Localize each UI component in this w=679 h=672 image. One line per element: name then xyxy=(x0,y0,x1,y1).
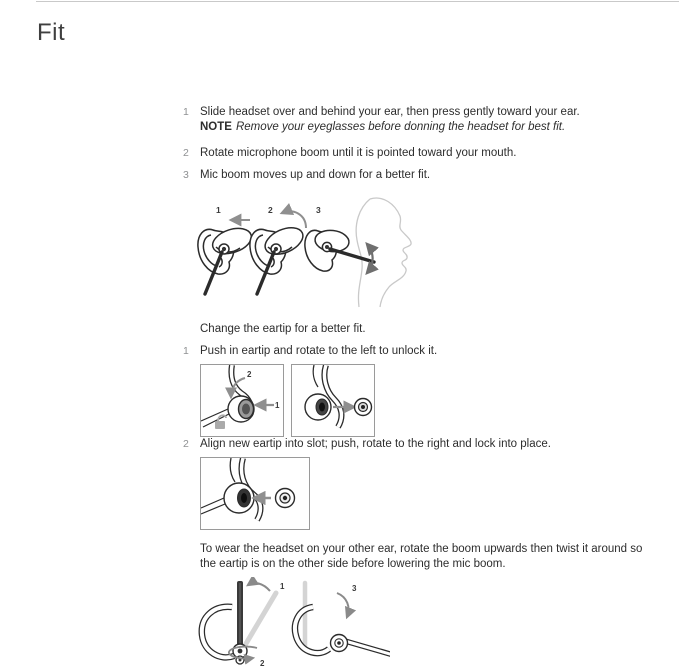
insert-panel xyxy=(200,457,310,530)
figure-step-label: 2 xyxy=(268,205,273,215)
fit-step-2 xyxy=(183,146,652,160)
step-text: Push in eartip and rotate to the left to unlock it. xyxy=(200,345,438,357)
figure-step-label: 1 xyxy=(216,205,221,215)
remove-panel xyxy=(291,364,375,437)
step-text: Slide headset over and behind your ear, then press gently toward your ear. xyxy=(200,106,580,118)
unlocked-padlock-icon xyxy=(215,415,226,429)
ear-3-drawing xyxy=(305,205,374,273)
step-number: 1 xyxy=(183,344,189,357)
fit-illustration xyxy=(190,196,422,313)
step-text: Align new eartip into slot; push, rotate to the right and lock into place. xyxy=(200,438,551,450)
eartip-step-2 xyxy=(183,437,652,451)
page-title: Fit xyxy=(37,19,66,47)
other-ear-paragraph: To wear the headset on your other ear, rotate the boom upwards then twist it around so the eartip is on the other side before lowering the mic boom. xyxy=(200,543,643,570)
step-text: Rotate microphone boom until it is pointed toward your mouth. xyxy=(200,147,517,159)
step-number: 1 xyxy=(183,105,189,118)
eartip-step-1 xyxy=(183,344,652,358)
figure-step-label: 1 xyxy=(275,401,280,410)
step-number: 3 xyxy=(183,168,189,181)
fit-step-1 xyxy=(183,105,652,119)
eartip-insert-illustration xyxy=(200,457,310,530)
note-text: Remove your eyeglasses before donning the headset for best fit. xyxy=(235,121,566,133)
unlock-panel xyxy=(200,364,284,437)
ear-1-drawing xyxy=(198,205,255,294)
face-profile-outline xyxy=(356,198,411,307)
step-text: Mic boom moves up and down for a better fit. xyxy=(200,169,431,181)
step-number: 2 xyxy=(183,437,189,450)
note-line xyxy=(200,120,652,134)
figure-step-label: 2 xyxy=(247,370,252,379)
ear-2-drawing xyxy=(250,205,307,294)
boom-down-headset xyxy=(295,583,390,654)
figure-step-label: 1 xyxy=(280,582,285,591)
figure-step-label: 2 xyxy=(260,659,265,667)
note-label: NOTE xyxy=(200,121,232,133)
swap-ear-drawing xyxy=(190,577,390,667)
eartip-intro: Change the eartip for a better fit. xyxy=(200,323,366,335)
headset-fit-drawing xyxy=(190,196,422,308)
boom-up-headset xyxy=(202,581,285,667)
eartip-unlock-illustration xyxy=(200,364,375,437)
figure-step-label: 3 xyxy=(316,205,321,215)
insert-eartip-drawing xyxy=(201,458,309,524)
figure-step-label: 3 xyxy=(352,584,357,593)
fit-step-3 xyxy=(183,168,652,182)
step-number: 2 xyxy=(183,146,189,159)
unlock-drawing xyxy=(201,365,283,431)
page-top-rule xyxy=(36,1,679,2)
remove-eartip-drawing xyxy=(292,365,374,431)
swap-ear-illustration xyxy=(190,577,390,672)
